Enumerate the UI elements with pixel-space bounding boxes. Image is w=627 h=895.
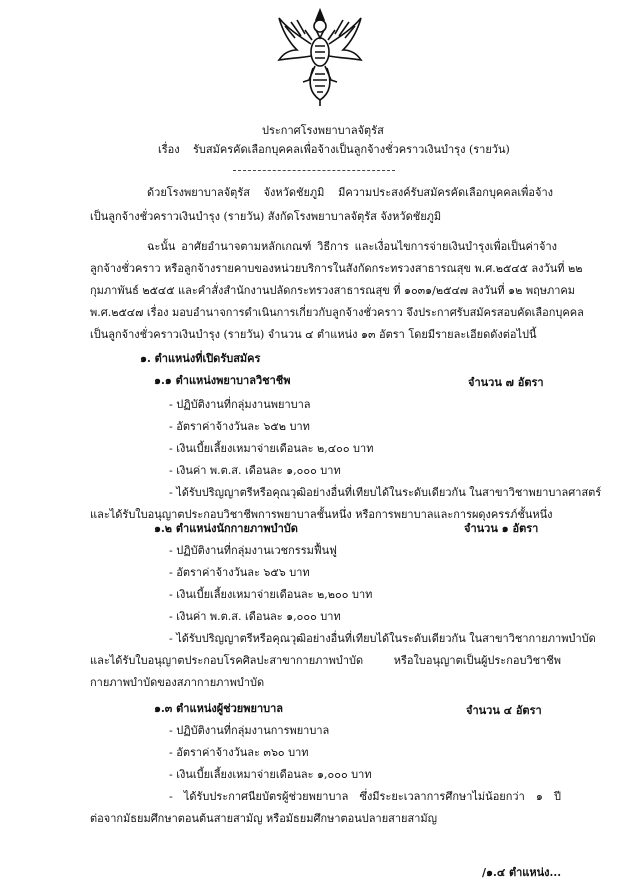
position-1-item-5: - ได้รับปริญญาตรีหรือคุณวุฒิอย่างอื่นที่เทียบได้ในระดับเดียวกัน ในสาขาวิชาพยาบาลศาสตร์ [169,486,602,499]
position-1-title: ๑.๑ ตำแหน่งพยาบาลวิชาชีพ [154,374,291,387]
intro-p2-line2: ลูกจ้างชั่วคราว หรือลูกจ้างรายคาบของหน่วยบริการในสังกัดกระทรวงสาธารณสุข พ.ศ.๒๕๔๕ ลงวันที่ ๒๒ [90,262,583,275]
intro-p2-line4: พ.ศ.๒๕๔๗ เรื่อง มอบอำนาจการดำเนินการเกี่ยวกับลูกจ้างชั่วคราว จึงประกาศรับสมัครสอบคัดเลือกบุคคล [90,306,584,319]
position-2-item-2: - อัตราค่าจ้างวันละ ๖๕๖ บาท [169,566,310,579]
subject-text: รับสมัครคัดเลือกบุคคลเพื่อจ้างเป็นลูกจ้างชั่วคราวเงินบำรุง (รายวัน) [193,143,510,156]
garuda-emblem-icon [275,8,365,108]
position-2-count: จำนวน ๑ อัตรา [464,522,539,535]
position-2-title: ๑.๒ ตำแหน่งนักกายภาพบำบัด [154,522,298,535]
position-2-cont-2: กายภาพบำบัดของสภากายภาพบำบัด [90,676,265,689]
position-3-item-2: - อัตราค่าจ้างวันละ ๓๖๐ บาท [169,746,309,759]
position-2-cont-1: และได้รับใบอนุญาตประกอบโรคศิลปะสาขากายภาพบำบัด หรือใบอนุญาตเป็นผู้ประกอบวิชาชีพ [90,654,561,667]
position-1-item-2: - อัตราค่าจ้างวันละ ๖๕๒ บาท [169,420,310,433]
position-1-item-1: - ปฏิบัติงานที่กลุ่มงานพยาบาล [169,398,311,411]
intro-p2-line3: กุมภาพันธ์ ๒๕๔๕ และคำสั่งสำนักงานปลัดกระทรวงสาธารณสุข ที่ ๑๐๓๑/๒๕๔๗ ลงวันที่ ๑๒ พฤษภาคม [90,284,576,297]
section1-heading: ๑. ตำแหน่งที่เปิดรับสมัคร [140,352,261,365]
position-2-item-1: - ปฏิบัติงานที่กลุ่มงานเวชกรรมฟื้นฟู [169,544,337,557]
position-2-item-3: - เงินเบี้ยเลี้ยงเหมาจ่ายเดือนละ ๒,๒๐๐ บาท [169,588,373,601]
position-3-item-4: - ได้รับประกาศนียบัตรผู้ช่วยพยาบาล ซึ่งมีระยะเวลาการศึกษาไม่น้อยกว่า ๑ ปี [169,790,561,803]
position-3-count: จำนวน ๔ อัตรา [466,704,542,717]
subject-label: เรื่อง [158,143,180,156]
intro-p1-line2: เป็นลูกจ้างชั่วคราวเงินบำรุง (รายวัน) สังกัดโรงพยาบาลจัตุรัส จังหวัดชัยภูมิ [90,210,442,223]
page-continuation: /๑.๔ ตำแหน่ง... [482,866,562,879]
position-3-cont-1: ต่อจากมัธยมศึกษาตอนต้นสายสามัญ หรือมัธยมศึกษาตอนปลายสายสามัญ [90,812,438,825]
intro-p1-line1: ด้วยโรงพยาบาลจัตุรัส จังหวัดชัยภูมิ มีความประสงค์รับสมัครคัดเลือกบุคคลเพื่อจ้าง [147,186,553,199]
position-1-item-4: - เงินค่า พ.ต.ส. เดือนละ ๑,๐๐๐ บาท [169,464,341,477]
position-3-item-3: - เงินเบี้ยเลี้ยงเหมาจ่ายเดือนละ ๑,๐๐๐ บาท [169,768,372,781]
position-1-count: จำนวน ๗ อัตรา [468,376,544,389]
position-2-item-5: - ได้รับปริญญาตรีหรือคุณวุฒิอย่างอื่นที่เทียบได้ในระดับเดียวกัน ในสาขาวิชากายภาพบำบัด [169,632,596,645]
position-3-item-1: - ปฏิบัติงานที่กลุ่มงานการพยาบาล [169,724,330,737]
intro-p2-line5: เป็นลูกจ้างชั่วคราวเงินบำรุง (รายวัน) จำนวน ๔ ตำแหน่ง ๑๓ อัตรา โดยมีรายละเอียดดังต่อไปนี้ [90,328,537,341]
header-divider [233,170,395,171]
position-2-item-4: - เงินค่า พ.ต.ส. เดือนละ ๑,๐๐๐ บาท [169,610,341,623]
position-3-title: ๑.๓ ตำแหน่งผู้ช่วยพยาบาล [154,702,284,715]
intro-p2-line1: ฉะนั้น อาศัยอำนาจตามหลักเกณฑ์ วิธีการ และเงื่อนไขการจ่ายเงินบำรุงเพื่อเป็นค่าจ้าง [147,240,557,253]
position-1-item-3: - เงินเบี้ยเลี้ยงเหมาจ่ายเดือนละ ๒,๔๐๐ บาท [169,442,374,455]
announcement-title: ประกาศโรงพยาบาลจัตุรัส [262,124,384,137]
position-1-cont-1: และได้รับใบอนุญาตประกอบวิชาชีพการพยาบาลชั้นหนึ่ง หรือการพยาบาลและการผดุงครรภ์ชั้นหนึ่ง [90,508,553,521]
